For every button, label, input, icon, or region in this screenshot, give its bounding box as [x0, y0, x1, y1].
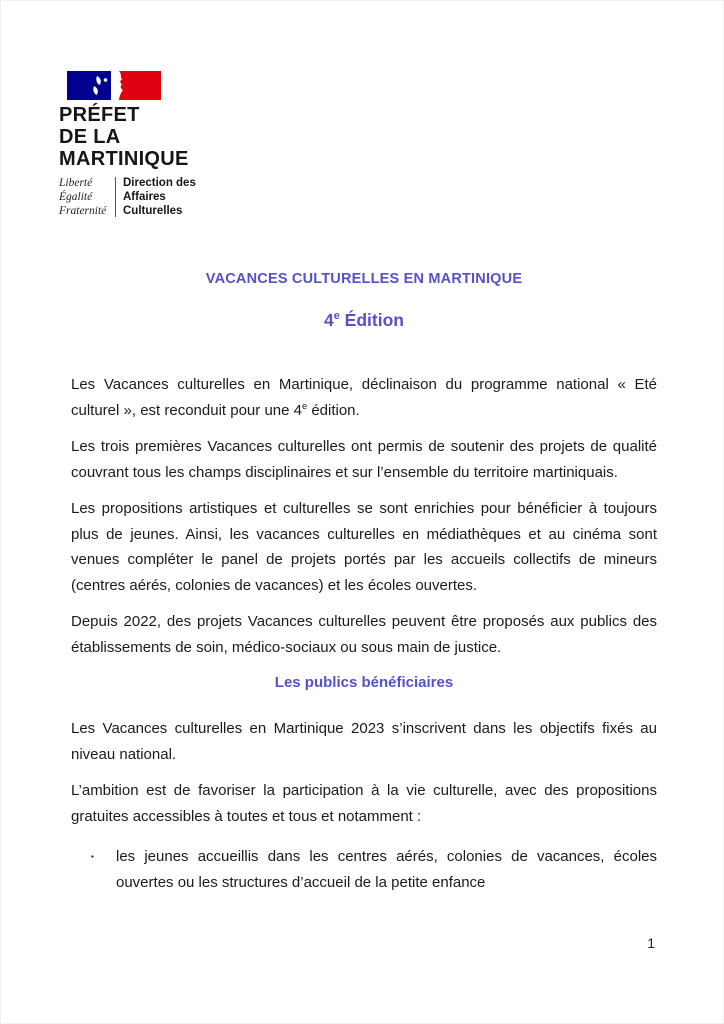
paragraph-text: Les Vacances culturelles en Martinique, déclinaison du programme national « Eté culturel », est reconduit pour une 4 — [71, 376, 657, 419]
direction-line: Affaires — [123, 191, 166, 203]
bullet-list — [71, 844, 657, 895]
document-subtitle — [71, 310, 657, 331]
prefet-title — [59, 104, 209, 170]
paragraph-intro — [71, 372, 657, 423]
paragraph-history: Les trois premières Vacances culturelles ont permis de soutenir des projets de qualité couvrant tous les champs disciplinaires et sur l’ensemble du territoire martiniquais. — [71, 438, 657, 481]
prefet-line: MARTINIQUE — [59, 148, 189, 170]
paragraph-text: édition. — [307, 401, 360, 419]
subtitle-ordinal-sup: e — [333, 310, 340, 323]
bullet-text: les jeunes accueillis dans les centres aérés, colonies de vacances, écoles ouvertes ou les structures d’accueil de la petite enfance — [116, 848, 657, 891]
paragraph-objectifs: Les Vacances culturelles en Martinique 2023 s’inscrivent dans les objectifs fixés au niveau national. — [71, 720, 657, 763]
motto-line: Liberté — [59, 177, 93, 189]
list-item — [71, 844, 657, 895]
logo-divider — [115, 177, 116, 217]
section-heading-publics: Les publics bénéficiaires — [274, 674, 454, 691]
prefecture-logo — [59, 71, 209, 218]
paragraph-propositions: Les propositions artistiques et culturelles se sont enrichies pour bénéficier à toujours plus de jeunes. Ainsi, les vacances culturelles en médiathèques et au cinéma sont venues compléter le panel de projets portés par les accueils collectifs de mineurs (centres aérés, colonies de vacances) et les écoles ouvertes. — [71, 500, 657, 594]
direction-line: Direction des — [123, 177, 196, 189]
document-title: VACANCES CULTURELLES EN MARTINIQUE — [205, 271, 523, 287]
republic-motto — [59, 176, 115, 218]
prefet-line: DE LA — [59, 126, 121, 148]
paragraph-depuis-2022: Depuis 2022, des projets Vacances culturelles peuvent être proposés aux publics des établissements de soin, médico-sociaux ou sous main de justice. — [71, 613, 657, 656]
subtitle-rest: Édition — [339, 310, 404, 330]
page-number: 1 — [647, 935, 655, 951]
direction-line: Culturelles — [123, 205, 183, 217]
logo-subtext — [59, 176, 209, 218]
french-flag-marianne-icon — [67, 71, 161, 100]
motto-line: Fraternité — [59, 205, 107, 217]
bullet-icon: ▪ — [91, 852, 94, 861]
paragraph-ambition: L’ambition est de favoriser la participation à la vie culturelle, avec des propositions gratuites accessibles à toutes et tous et notamment : — [71, 782, 657, 825]
prefet-line: PRÉFET — [59, 104, 140, 126]
ordinal-sup: e — [301, 400, 308, 411]
document-content — [71, 271, 657, 895]
motto-line: Égalité — [59, 191, 93, 203]
subtitle-number: 4 — [324, 310, 334, 330]
direction-name — [123, 176, 196, 218]
